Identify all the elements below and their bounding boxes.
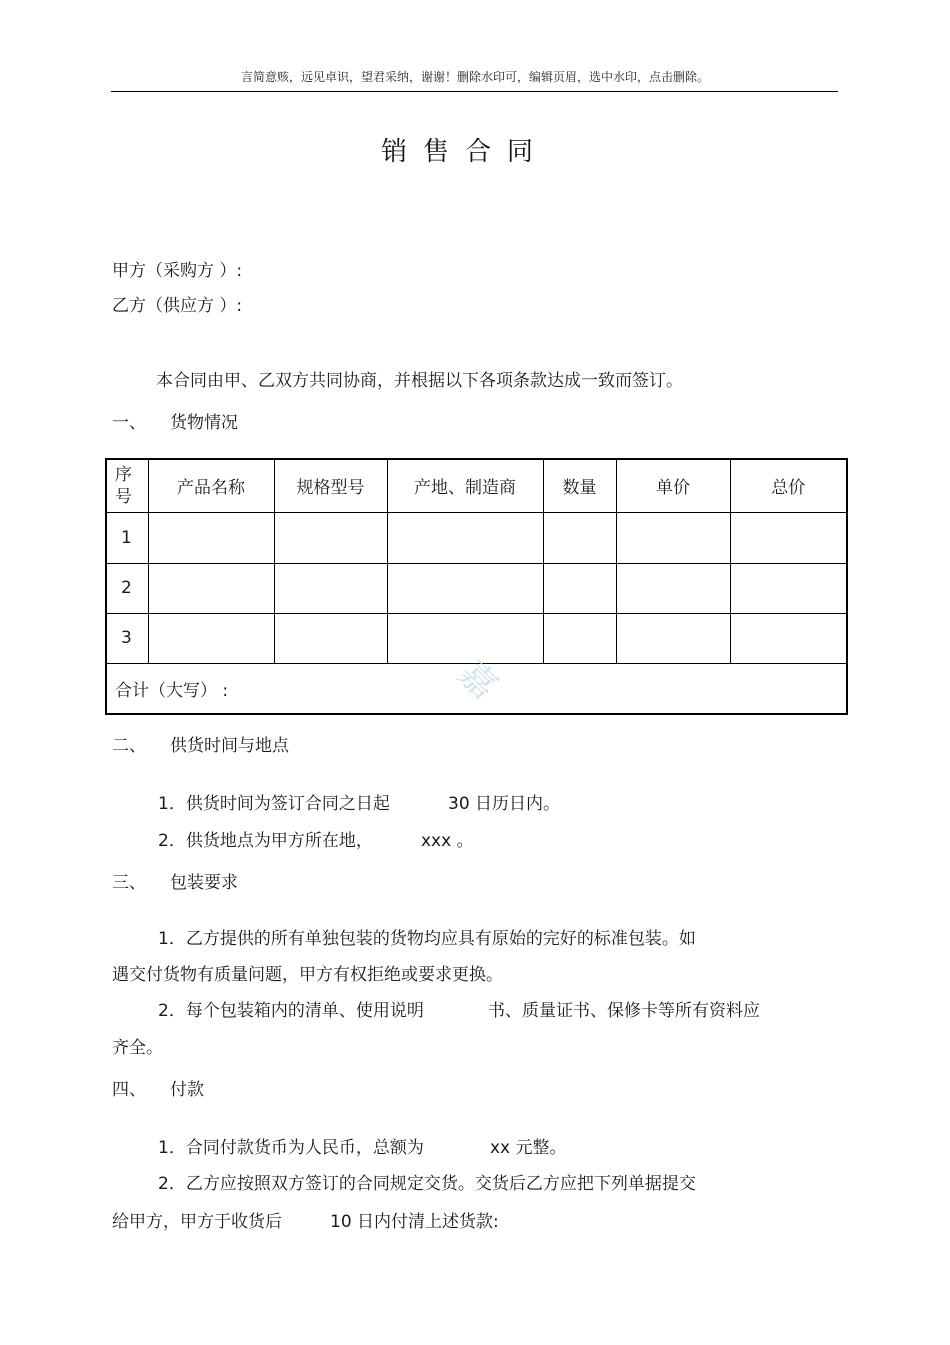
watermark-stamp: 嘉 bbox=[450, 652, 506, 708]
table-cell bbox=[274, 563, 387, 613]
section-3-item-1-line-1: 1．乙方提供的所有单独包装的货物均应具有原始的完好的标准包装。如 bbox=[158, 929, 696, 949]
header-cell-product-name: 产品名称 bbox=[148, 459, 274, 512]
document-title: 销售合同 bbox=[380, 137, 549, 167]
section-4-item-2-line-2: 给甲方，甲方于收货后 bbox=[112, 1212, 282, 1232]
section-4-item-1-amount: xx 元整。 bbox=[490, 1138, 567, 1158]
table-cell bbox=[274, 512, 387, 563]
party-b-line: 乙方（供应方 ）: bbox=[112, 296, 243, 316]
table-cell bbox=[274, 613, 387, 663]
section-2-item-2: 2．供货地点为甲方所在地， bbox=[158, 831, 373, 851]
row-number-cell: 1 bbox=[106, 512, 148, 563]
section-1-number: 一、 bbox=[112, 413, 146, 433]
table-cell bbox=[148, 613, 274, 663]
table-cell bbox=[616, 512, 730, 563]
header-cell-total-price: 总价 bbox=[730, 459, 847, 512]
section-4-title: 付款 bbox=[170, 1080, 204, 1100]
table-cell bbox=[543, 512, 616, 563]
header-cell-spec-model: 规格型号 bbox=[274, 459, 387, 512]
section-2-item-2-place: xxx 。 bbox=[421, 831, 474, 851]
table-cell bbox=[543, 563, 616, 613]
section-3-item-2-line-1-cont: 书、质量证书、保修卡等所有资料应 bbox=[488, 1001, 760, 1021]
section-3-item-2-line-1: 2．每个包装箱内的清单、使用说明 bbox=[158, 1001, 424, 1021]
table-cell bbox=[387, 563, 543, 613]
row-number-cell: 3 bbox=[106, 613, 148, 663]
table-cell bbox=[730, 613, 847, 663]
table-cell bbox=[730, 512, 847, 563]
header-divider bbox=[111, 91, 838, 92]
section-2-item-1-days: 30 日历日内。 bbox=[448, 794, 561, 814]
table-cell bbox=[616, 563, 730, 613]
section-2-title: 供货时间与地点 bbox=[170, 736, 289, 756]
header-cell-seq: 序号 bbox=[106, 459, 148, 512]
header-cell-origin-maker: 产地、制造商 bbox=[387, 459, 543, 512]
section-4-item-2-line-2-days: 10 日内付清上述货款: bbox=[330, 1212, 499, 1232]
section-4-item-2-line-1: 2．乙方应按照双方签订的合同规定交货。交货后乙方应把下列单据提交 bbox=[158, 1174, 696, 1194]
header-cell-quantity: 数量 bbox=[543, 459, 616, 512]
table-cell bbox=[730, 563, 847, 613]
section-4-number: 四、 bbox=[112, 1080, 146, 1100]
table-cell bbox=[387, 512, 543, 563]
section-3-item-1-line-2: 遇交付货物有质量问题，甲方有权拒绝或要求更换。 bbox=[112, 965, 503, 985]
table-cell bbox=[616, 613, 730, 663]
header-note: 言简意赅，远见卓识，望君采纳，谢谢！删除水印可，编辑页眉，选中水印，点击删除。 bbox=[240, 70, 709, 84]
table-cell bbox=[148, 512, 274, 563]
table-cell bbox=[148, 563, 274, 613]
section-2-number: 二、 bbox=[112, 736, 146, 756]
header-cell-unit-price: 单价 bbox=[616, 459, 730, 512]
table-header-row bbox=[106, 459, 847, 512]
intro-paragraph: 本合同由甲、乙双方共同协商，并根据以下各项条款达成一致而签订。 bbox=[156, 371, 683, 391]
table-cell bbox=[543, 613, 616, 663]
section-3-item-2-line-2: 齐全。 bbox=[112, 1038, 163, 1058]
row-number-cell: 2 bbox=[106, 563, 148, 613]
section-1-title: 货物情况 bbox=[170, 413, 238, 433]
section-2-item-1: 1．供货时间为签订合同之日起 bbox=[158, 794, 390, 814]
table-row bbox=[106, 563, 847, 613]
party-a-line: 甲方（采购方 ）: bbox=[112, 261, 243, 281]
table-row bbox=[106, 512, 847, 563]
total-amount-label: 合计（大写） : bbox=[106, 663, 847, 714]
section-3-title: 包装要求 bbox=[170, 873, 238, 893]
section-4-item-1: 1．合同付款货币为人民币，总额为 bbox=[158, 1138, 424, 1158]
section-3-number: 三、 bbox=[112, 873, 146, 893]
